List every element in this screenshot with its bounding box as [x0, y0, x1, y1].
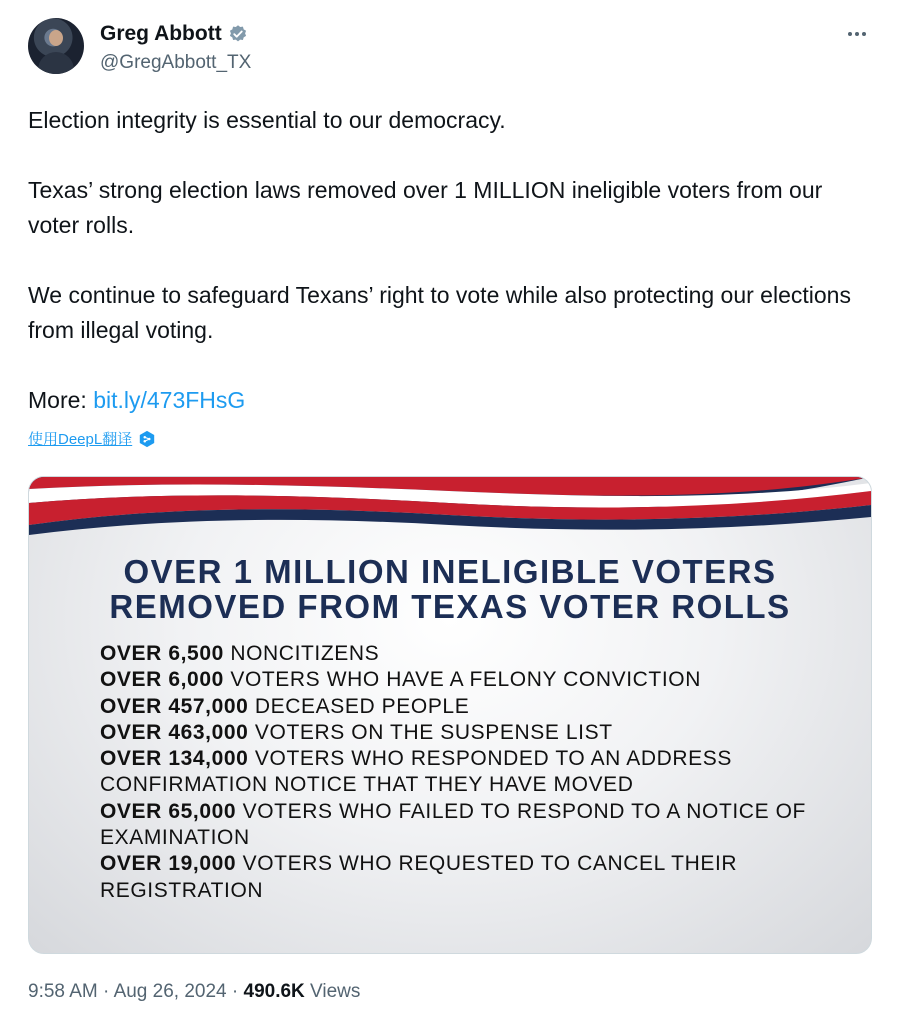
avatar[interactable]	[28, 18, 84, 74]
stat-count: OVER 6,500	[100, 642, 224, 665]
image-stat-list	[100, 641, 820, 904]
stat-item	[100, 720, 820, 746]
stat-count: OVER 134,000	[100, 747, 249, 771]
stat-item	[100, 641, 820, 667]
image-headline-2: REMOVED FROM TEXAS VOTER ROLLS	[109, 588, 791, 625]
image-headline-1: OVER 1 MILLION INELIGIBLE VOTERS	[123, 553, 777, 590]
stat-count: OVER 6,000	[100, 668, 224, 692]
stat-item	[100, 694, 820, 720]
stat-desc: VOTERS WHO RESPONDED TO AN ADDRESS CONFIRMATION NOTICE THAT THEY HAVE MOVED	[100, 747, 732, 797]
author-handle[interactable]: @GregAbbott_TX	[100, 52, 252, 73]
avatar-head	[49, 30, 63, 46]
translate-label[interactable]: 使用DeepL翻译	[28, 431, 133, 448]
views-label: Views	[304, 981, 361, 1002]
author-name[interactable]: Greg Abbott	[100, 22, 222, 45]
stat-item	[100, 667, 820, 693]
dot	[848, 32, 852, 36]
views-count: 490.6K	[243, 981, 305, 1002]
stat-count: OVER 457,000	[100, 694, 249, 718]
tweet-line-2: Texas’ strong election laws removed over 1 MILLION ineligible voters from our voter rolls.	[28, 177, 823, 238]
meta-separator: ·	[226, 981, 244, 1002]
tweet-line-1: Election integrity is essential to our democracy.	[28, 107, 506, 133]
avatar-body	[38, 52, 74, 74]
stat-count: OVER 19,000	[100, 852, 237, 876]
tweet-date[interactable]: Aug 26, 2024	[113, 981, 227, 1002]
translate-button[interactable]	[28, 428, 156, 449]
stat-desc: VOTERS WHO FAILED TO RESPOND TO A NOTICE OF EXAMINATION	[100, 799, 806, 850]
stat-item	[100, 851, 820, 904]
tweet-meta	[28, 981, 360, 1003]
author-name-row[interactable]	[100, 22, 248, 46]
deepl-icon	[138, 430, 156, 448]
tweet-text	[28, 103, 868, 418]
tweet-image[interactable]	[28, 476, 872, 954]
stat-desc: NONCITIZENS	[223, 642, 380, 665]
dot	[862, 32, 866, 36]
tweet-more-line	[28, 383, 868, 418]
stat-item	[100, 799, 820, 852]
verified-badge-icon	[228, 24, 248, 44]
stat-count: OVER 463,000	[100, 720, 249, 744]
stat-item	[100, 746, 820, 799]
meta-separator: ·	[97, 981, 114, 1002]
tweet-time[interactable]: 9:58 AM	[28, 981, 98, 1002]
dot	[855, 32, 859, 36]
more-label: More:	[28, 387, 94, 413]
more-options-icon[interactable]	[842, 22, 872, 46]
stat-desc: VOTERS WHO HAVE A FELONY CONVICTION	[223, 668, 701, 692]
tweet-line-3: We continue to safeguard Texans’ right to vote while also protecting our elections from illegal voting.	[28, 282, 851, 343]
tweet-link[interactable]: bit.ly/473FHsG	[93, 387, 246, 413]
stat-desc: DECEASED PEOPLE	[248, 694, 470, 718]
stat-desc: VOTERS ON THE SUSPENSE LIST	[248, 720, 613, 744]
stat-desc: VOTERS WHO REQUESTED TO CANCEL THEIR REGISTRATION	[100, 852, 738, 902]
stat-count: OVER 65,000	[100, 799, 237, 823]
